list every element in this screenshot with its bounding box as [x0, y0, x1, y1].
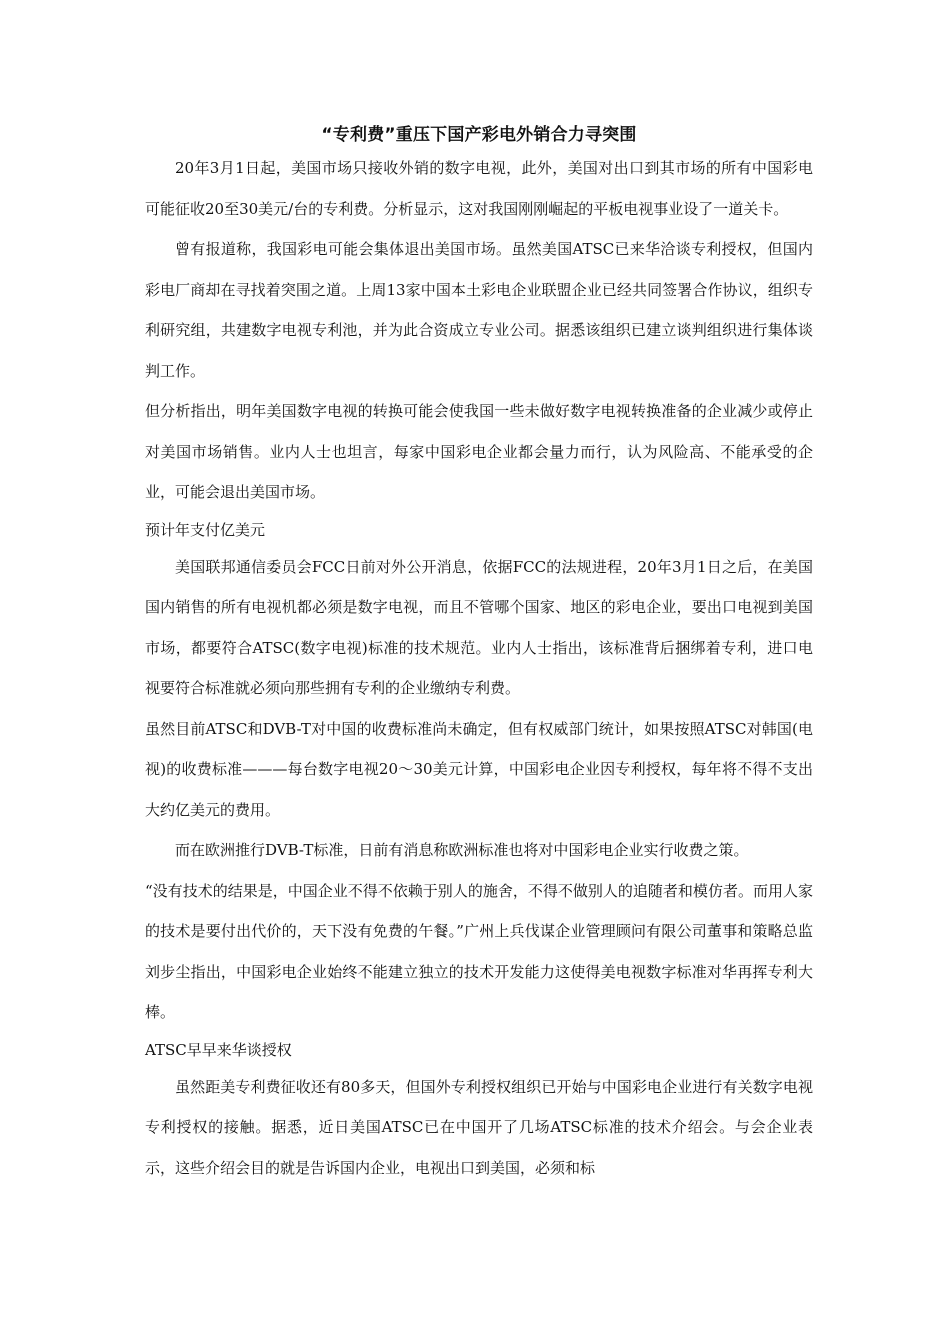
- paragraph-3: 但分析指出，明年美国数字电视的转换可能会使我国一些未做好数字电视转换准备的企业减少或停止对美国市场销售。业内人士也坦言，每家中国彩电企业都会量力而行，认为风险高、不能承受的企业，可能会退出美国市场。: [145, 402, 813, 501]
- paragraph-6: 而在欧洲推行DVB-T标准，日前有消息称欧洲标准也将对中国彩电企业实行收费之策。: [175, 841, 749, 859]
- paragraph-2: 曾有报道称，我国彩电可能会集体退出美国市场。虽然美国ATSC已来华洽谈专利授权，但国内彩电厂商却在寻找着突围之道。上周13家中国本土彩电企业联盟企业已经共同签署合作协议，组织专利研究组，共建数字电视专利池，并为此合资成立专业公司。据悉该组织已建立谈判组织进行集体谈判工作。: [145, 240, 813, 380]
- document-title: “专利费”重压下国产彩电外销合力寻突围: [321, 125, 637, 145]
- section-heading-payment: 预计年支付亿美元: [145, 520, 266, 539]
- document-body: [145, 122, 813, 1188]
- paragraph-7: “没有技术的结果是，中国企业不得不依赖于别人的施舍，不得不做别人的追随者和模仿者。而用人家的技术是要付出代价的，天下没有免费的午餐。”广州上兵伐谋企业管理顾问有限公司董事和策略总监刘步尘指出，中国彩电企业始终不能建立独立的技术开发能力这使得美电视数字标准对华再挥专利大棒。: [145, 881, 813, 1021]
- paragraph-1: 20年3月1日起，美国市场只接收外销的数字电视，此外，美国对出口到其市场的所有中国彩电可能征收20至30美元/台的专利费。分析显示，这对我国刚刚崛起的平板电视事业设了一道关卡。: [145, 159, 813, 218]
- paragraph-8: 虽然距美专利费征收还有80多天，但国外专利授权组织已开始与中国彩电企业进行有关数字电视专利授权的接触。据悉，近日美国ATSC已在中国开了几场ATSC标准的技术介绍会。与会企业表示，这些介绍会目的就是告诉国内企业，电视出口到美国，必须和标: [145, 1077, 813, 1177]
- paragraph-4: 美国联邦通信委员会FCC日前对外公开消息，依据FCC的法规进程，20年3月1日之后，在美国国内销售的所有电视机都必须是数字电视，而且不管哪个国家、地区的彩电企业，要出口电视到美国市场，都要符合ATSC(数字电视)标准的技术规范。业内人士指出，该标准背后捆绑着专利，进口电视要符合标准就必须向那些拥有专利的企业缴纳专利费。: [145, 557, 813, 697]
- section-heading-atsc: ATSC早早来华谈授权: [145, 1040, 292, 1059]
- paragraph-5: 虽然目前ATSC和DVB-T对中国的收费标准尚未确定，但有权威部门统计，如果按照ATSC对韩国(电视)的收费标准———每台数字电视20～30美元计算，中国彩电企业因专利授权，每年将不得不支出大约亿美元的费用。: [145, 719, 813, 819]
